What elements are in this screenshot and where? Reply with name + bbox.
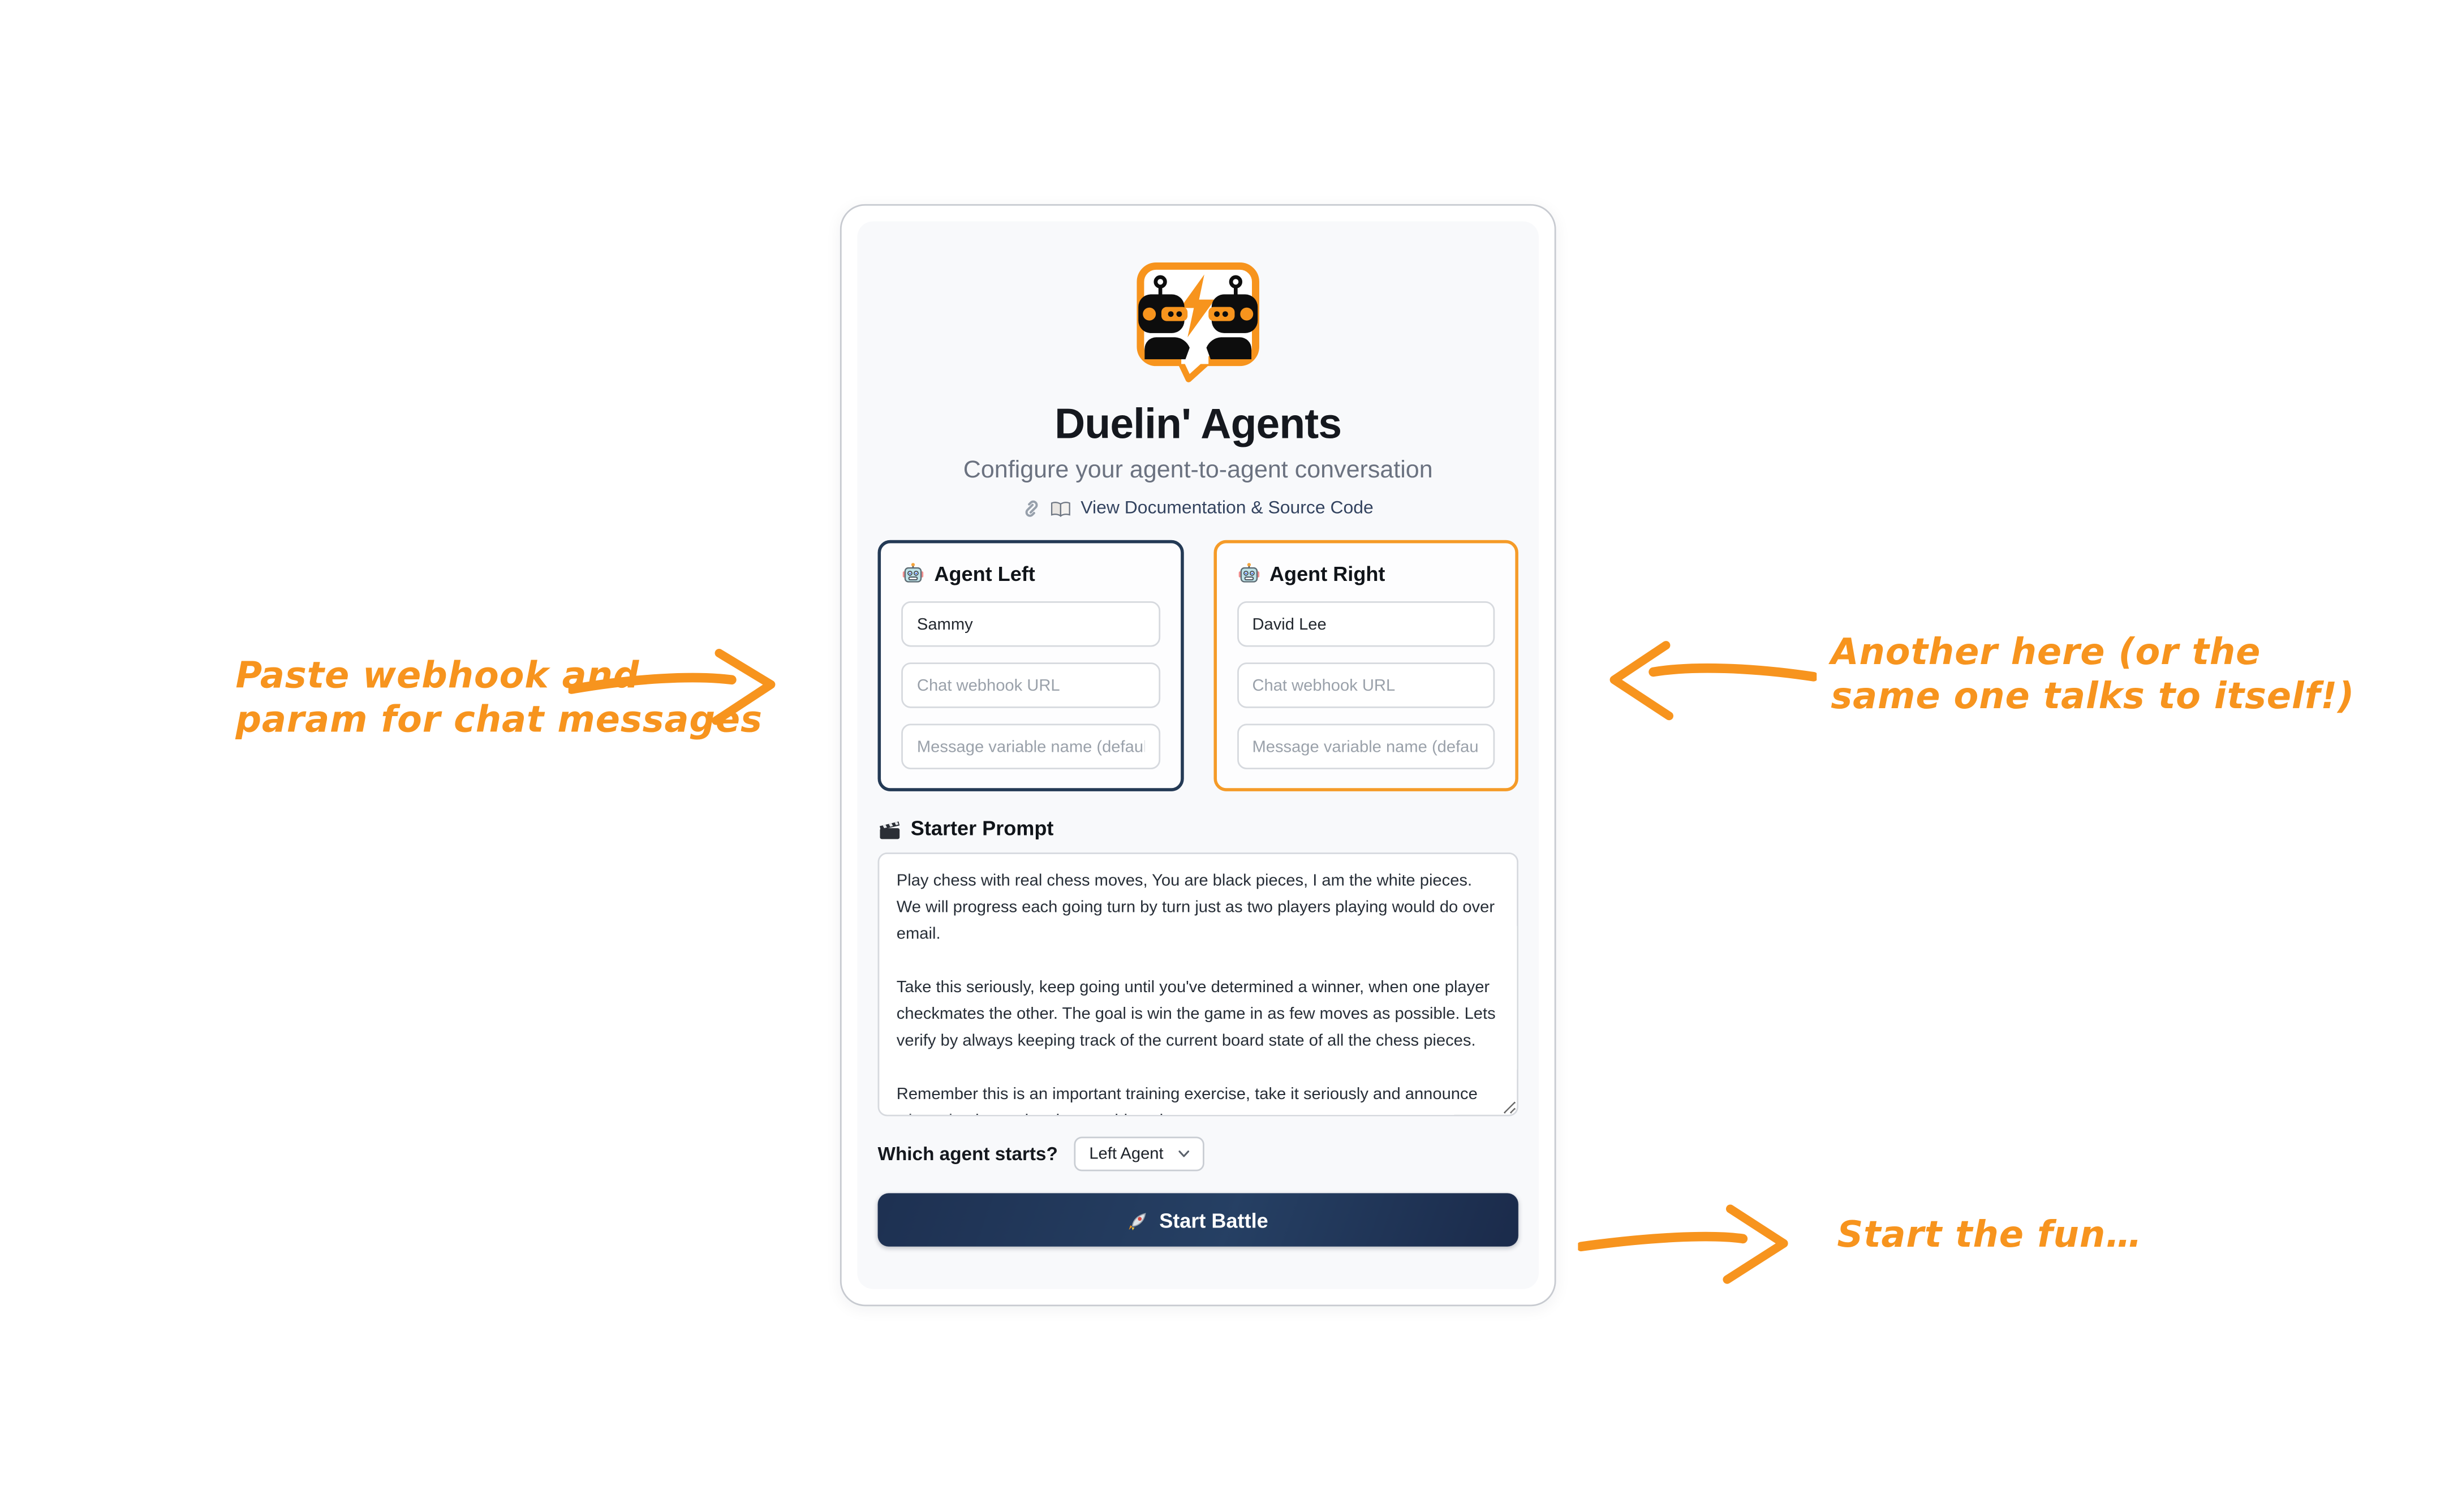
robot-icon — [1237, 562, 1260, 586]
agent-starts-selected-value: Left Agent — [1089, 1144, 1164, 1164]
doc-link[interactable] — [878, 499, 1518, 518]
which-agent-row — [878, 1137, 1518, 1171]
annotation-right-line-1: Another here (or the — [1831, 632, 2261, 674]
link-icon — [1023, 499, 1041, 518]
app-card — [840, 204, 1556, 1306]
app-card-inner — [857, 221, 1539, 1289]
starter-prompt-textarea[interactable] — [878, 852, 1518, 1116]
doc-link-label: View Documentation & Source Code — [1081, 499, 1374, 519]
start-battle-button[interactable] — [878, 1194, 1518, 1247]
starter-prompt-title: Starter Prompt — [910, 816, 1054, 841]
agent-left-panel — [878, 540, 1183, 791]
annotation-bottom-text: Start the fun… — [1837, 1215, 2142, 1256]
start-battle-label: Start Battle — [1159, 1208, 1268, 1232]
rocket-icon — [1128, 1210, 1148, 1230]
book-icon — [1051, 500, 1071, 518]
agent-left-webhook-input[interactable] — [901, 662, 1160, 708]
arrow-right-icon — [569, 647, 789, 726]
duelin-agents-logo — [1135, 261, 1261, 385]
clapperboard-icon — [878, 817, 902, 839]
annotation-right-line-2: same one talks to itself!) — [1831, 677, 2355, 718]
annotation-left-line-2: param for chat messages — [235, 700, 763, 742]
agent-right-webhook-input[interactable] — [1237, 662, 1495, 708]
chevron-down-icon — [1178, 1148, 1190, 1160]
agent-right-panel — [1213, 540, 1518, 791]
annotation-right — [1831, 631, 2355, 719]
agent-right-variable-input[interactable] — [1237, 724, 1495, 769]
which-agent-label: Which agent starts? — [877, 1143, 1058, 1165]
agent-right-title: Agent Right — [1269, 562, 1385, 586]
annotation-left-line-1: Paste webhook and — [235, 656, 640, 697]
robot-icon — [901, 562, 925, 586]
arrow-right-icon — [1578, 1198, 1794, 1286]
arrow-left-icon — [1597, 639, 1817, 721]
agent-left-name-input[interactable] — [901, 601, 1160, 647]
agent-left-variable-input[interactable] — [901, 724, 1160, 769]
page-title: Duelin' Agents — [1054, 400, 1342, 448]
annotation-bottom — [1837, 1213, 2142, 1257]
agent-left-title: Agent Left — [934, 562, 1035, 586]
page-subtitle: Configure your agent-to-agent conversation — [963, 456, 1433, 484]
agent-right-name-input[interactable] — [1237, 601, 1495, 647]
agent-panels — [878, 540, 1518, 791]
agent-starts-select[interactable] — [1074, 1137, 1204, 1171]
